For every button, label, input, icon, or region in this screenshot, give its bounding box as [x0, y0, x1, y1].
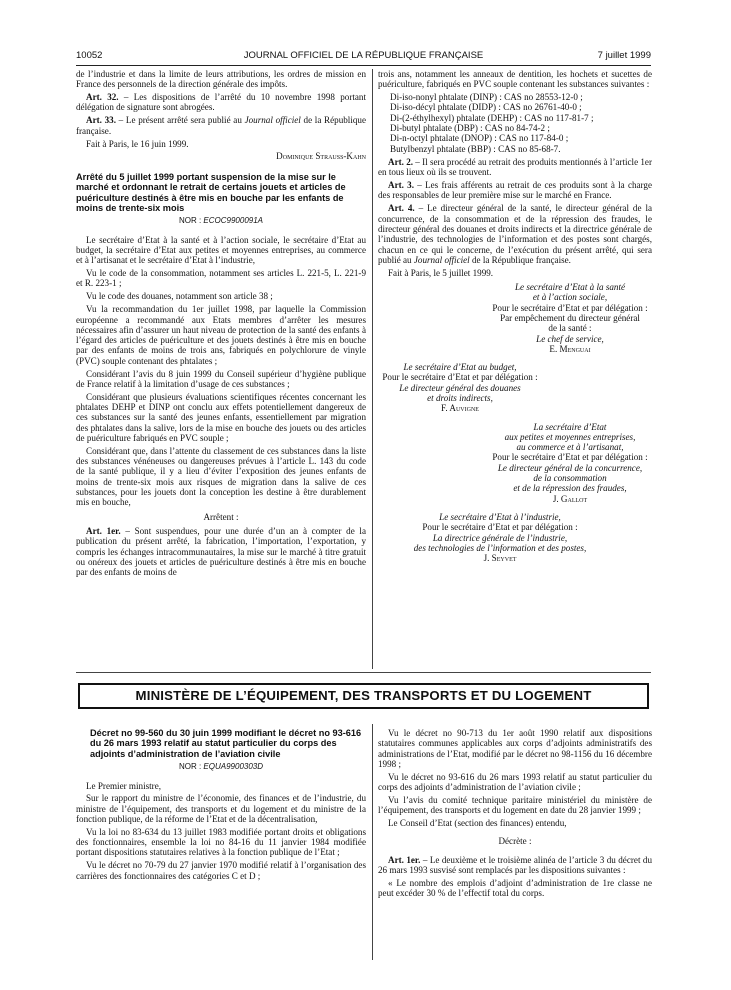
- signature-block-budget: [378, 362, 652, 413]
- substance-item: Butylbenzyl phtalate (BBP) : CAS no 85-68-7.: [390, 143, 561, 154]
- article-text: – Les frais afférents au retrait de ces produits sont à la charge des responsables de leur première mise sur le marché en France.: [378, 180, 653, 201]
- article-label: Art. 2.: [388, 156, 414, 167]
- paragraph: Le Premier ministre,: [86, 780, 162, 791]
- article-label: Art. 1er.: [86, 525, 121, 536]
- nor-label: NOR :: [178, 762, 204, 772]
- page-number: 10052: [76, 50, 103, 61]
- article-32: [76, 92, 366, 113]
- left-column: [76, 69, 366, 580]
- journal-reference: Journal officiel: [244, 115, 301, 126]
- substance-item: Di-iso-décyl phtalate (DIDP) : CAS no 26761-40-0 ;: [390, 102, 582, 113]
- article-text: – Sont suspendues, pour une durée d’un an à compter de la publication du présent arrêté, la fabrication, l’importation, l’exportation, y compris les échanges intracommunautaires, la mise sur le marché à titre gratuit ou onéreux des jouets et articles de puériculture destinés à être mis en bouche par des enfants de moins de: [76, 525, 366, 578]
- signature-block-industrie: [378, 512, 652, 563]
- article-text: – Le présent arrêté sera publié au: [115, 115, 245, 126]
- substance-item: Di-(2-éthylhexyl) phtalate (DEHP) : CAS no 117-81-7 ;: [390, 112, 594, 123]
- article-text: de la République française.: [76, 115, 366, 136]
- decree-title: Arrêté du 5 juillet 1999 portant suspension de la mise sur le marché et ordonnant le retrait de certains jouets et articles de puériculture destinés à être mis en bouche par les enfants de moins de trente-six mois: [76, 171, 346, 213]
- article-1: [76, 526, 366, 577]
- ministry-banner: MINISTÈRE DE L’ÉQUIPEMENT, DES TRANSPORTS ET DU LOGEMENT: [78, 683, 649, 709]
- journal-reference: Journal officiel: [413, 254, 470, 265]
- article-text: – Il sera procédé au retrait des produits mentionnés à l’article 1er en tous lieux où ils se trouvent.: [378, 156, 652, 178]
- signatory-title: La directrice générale de l’industrie,: [432, 532, 568, 543]
- visa: Vu le code des douanes, notamment son article 38 ;: [86, 291, 273, 302]
- article-text: – Les dispositions de l’arrêté du 10 novembre 1998 portant délégation de signature sont abrogées.: [76, 92, 366, 113]
- considerant: Considérant que, dans l’attente du classement de ces substances dans la liste des substances vénéneuses ou dangereuses prévues à l’article L. 143 du code de la santé publique, il y a lieu d’éviter l’exposition des jeunes enfants de moins de trente-six mois aux risques de migration dans la salive de ces substances, pour les jouets dont la conception les destine à être durablement mis en bouche,: [76, 445, 366, 508]
- article-label: Art. 32.: [86, 92, 119, 103]
- delegation-line: Pour le secrétaire d’Etat et par délégation :: [492, 452, 648, 463]
- signatory-name: E. Menguai: [549, 343, 591, 354]
- delegation-line: Par empêchement du directeur général: [500, 312, 640, 323]
- nor-reference: [76, 762, 366, 772]
- issue-date: 7 juillet 1999: [597, 50, 651, 61]
- visa: Vu l’avis du comité technique paritaire ministériel du ministère de l’équipement, des transports et du logement en date du 28 janvier 1999 ;: [378, 794, 652, 816]
- delegation-line: Pour le secrétaire d’Etat et par délégation :: [492, 302, 648, 313]
- quoted-text: « Le nombre des emplois d’adjoint d’administration de 1re classe ne peut excéder 30 % de l’effectif total du corps.: [378, 877, 652, 899]
- signature: Dominique Strauss-Kahn: [276, 151, 366, 162]
- paragraph: de l’industrie et dans la limite de leurs attributions, les ordres de mission en France des personnels de la direction générale des impôts.: [76, 69, 366, 90]
- delegation-line: Pour le secrétaire d’Etat et par délégation :: [382, 372, 538, 383]
- signatory-title: aux petites et moyennes entreprises,: [504, 431, 636, 442]
- paragraph: Sur le rapport du ministre de l’économie, des finances et de l’industrie, du ministre de l’équipement, des transports et du logement et du ministre de la fonction publique, de la réforme de l’Etat et de la décentralisation,: [76, 793, 366, 824]
- header-rule: [76, 65, 651, 66]
- decree-title: Décret no 99-560 du 30 juin 1999 modifiant le décret no 93-616 du 26 mars 1993 relatif au statut particulier du corps des adjoints d’administration de l’aviation civile: [90, 728, 362, 759]
- nor-label: NOR :: [178, 216, 204, 226]
- signatory-title: Le secrétaire d’Etat au budget,: [403, 362, 517, 373]
- dated-at: Fait à Paris, le 16 juin 1999.: [86, 138, 189, 149]
- column-separator: [372, 69, 373, 669]
- article-text: de la République française.: [469, 254, 571, 265]
- dated-at: Fait à Paris, le 5 juillet 1999.: [388, 267, 494, 278]
- decrete: Décrète :: [498, 836, 532, 847]
- paragraph: trois ans, notamment les anneaux de dentition, les hochets et sucettes de puériculture, fabriqués en PVC souple contenant les substances suivantes :: [378, 69, 652, 90]
- page-header: [76, 50, 651, 64]
- article-label: Art. 33.: [86, 115, 116, 126]
- article-1: [378, 855, 652, 876]
- delegation-line: de la santé :: [548, 323, 592, 334]
- article-4: [378, 203, 652, 265]
- signature-block-commerce: [378, 422, 652, 504]
- right-column: [378, 69, 652, 563]
- signatory-title: des technologies de l’information et des postes,: [413, 542, 587, 553]
- nor-code: EQUA9900303D: [203, 762, 264, 772]
- signature-block-sante: [378, 282, 652, 354]
- delegation-line: Pour le secrétaire d’Etat et par délégation :: [422, 522, 578, 533]
- visa: Vu le code de la consommation, notamment ses articles L. 221-5, L. 221-9 et R. 223-1 ;: [76, 268, 366, 289]
- article-label: Art. 1er.: [388, 854, 421, 865]
- decree-left-column: [76, 728, 366, 884]
- column-separator: [372, 724, 373, 960]
- article-text: – Le directeur général de la santé, le directeur général de la concurrence, de la consommation et de la répression des fraudes, le directeur général des douanes et droits indirects et la directrice générale de l’industrie, des technologies de l’information et des postes sont chargés, chacun en ce qui le concerne, de l’exécution du présent arrêté, qui sera publié au: [378, 203, 653, 265]
- substance-item: Di-n-octyl phtalate (DNOP) : CAS no 117-84-0 ;: [390, 133, 569, 144]
- considerant: Considérant l’avis du 8 juin 1999 du Conseil supérieur d’hygiène publique de France relatif à la limitation d’usage de ces substances ;: [76, 368, 366, 389]
- considerant: Considérant que plusieurs évaluations scientifiques récentes concernant les phtalates DEHP et DINP ont conclu aux effets potentiellement dangereux de ces substances sur la santé des jeunes enfants, essentiellement par migration des phtalates dans la salive, lors de la mise en bouche des jouets ou des articles de puériculture fabriqués en PVC souple ;: [76, 391, 366, 443]
- section-rule: [76, 672, 651, 673]
- signatory-name: J. Seyvet: [483, 553, 517, 564]
- visa: Vu le décret no 93-616 du 26 mars 1993 relatif au statut particulier du corps des adjoints d’administration de l’aviation civile ;: [378, 771, 652, 793]
- signatory-title: de la consommation: [533, 473, 607, 484]
- decree-right-column: [378, 728, 652, 901]
- article-2: [378, 157, 652, 178]
- signatory-title: et droits indirects,: [427, 392, 493, 403]
- substance-item: Di-butyl phtalate (DBP) : CAS no 84-74-2 ;: [390, 123, 550, 134]
- signatory-title: Le directeur général des douanes: [399, 382, 521, 393]
- paragraph: Le Conseil d’Etat (section des finances) entendu,: [388, 818, 567, 829]
- visa: Vu la loi no 83-634 du 13 juillet 1983 modifiée portant droits et obligations des fonctionnaires, ensemble la loi no 84-16 du 11 janvier 1984 modifiée portant dispositions statutaires relatives à la fonction publique de l’Etat ;: [76, 826, 366, 858]
- visa: Vu la recommandation du 1er juillet 1998, par laquelle la Commission européenne a recommandé aux Etats membres d’arrêter les mesures nécessaires afin d’assurer un haut niveau de protection de la santé des enfants à l’égard des articles de puériculture et des jouets destinés à être mis en bouche par des enfants de moins de trois ans, fabriqués en polychlorure de vinyle (PVC) souple contenant des phtalates ;: [76, 304, 366, 366]
- signatory-title: La secrétaire d’Etat: [533, 421, 607, 432]
- signatory-title: et à l’action sociale,: [532, 292, 608, 303]
- article-label: Art. 3.: [388, 180, 414, 191]
- signatory-title: au commerce et à l’artisanat,: [516, 442, 624, 453]
- journal-title: JOURNAL OFFICIEL DE LA RÉPUBLIQUE FRANÇAISE: [243, 50, 484, 61]
- signatory-title: Le chef de service,: [536, 333, 604, 344]
- nor-reference: [76, 216, 366, 226]
- signatory-name: J. Gallot: [552, 493, 588, 504]
- article-label: Art. 4.: [388, 203, 415, 214]
- signatory-title: Le secrétaire d’Etat à l’industrie,: [439, 511, 561, 522]
- article-3: [378, 180, 652, 201]
- signatory-title: Le secrétaire d’Etat à la santé: [514, 282, 626, 293]
- article-33: [76, 115, 366, 136]
- nor-code: ECOC9900091A: [203, 216, 264, 226]
- article-text: – Le deuxième et le troisième alinéa de l’article 3 du décret du 26 mars 1993 susvisé sont remplacés par les dispositions suivantes :: [378, 854, 652, 876]
- intro-paragraph: Le secrétaire d’Etat à la santé et à l’action sociale, le secrétaire d’Etat au budget, la secrétaire d’Etat aux petites et moyennes entreprises, au commerce et à l’artisanat et le secrétaire d’Etat à l’industrie,: [76, 234, 366, 266]
- visa: Vu le décret no 70-79 du 27 janvier 1970 modifié relatif à l’organisation des carrières des fonctionnaires des catégories C et D ;: [76, 860, 366, 881]
- visa: Vu le décret no 90-713 du 1er août 1990 relatif aux dispositions statutaires communes applicables aux corps d’adjoints administratifs des administrations de l’Etat, modifié par le décret no 98-1156 du 16 décembre 1998 ;: [378, 728, 652, 769]
- signatory-title: et de la répression des fraudes,: [513, 483, 627, 494]
- substance-item: Di-iso-nonyl phtalate (DINP) : CAS no 28553-12-0 ;: [390, 92, 583, 103]
- arretent: Arrêtent :: [203, 511, 239, 522]
- signatory-title: Le directeur général de la concurrence,: [497, 462, 643, 473]
- signatory-name: F. Auvigne: [441, 403, 479, 414]
